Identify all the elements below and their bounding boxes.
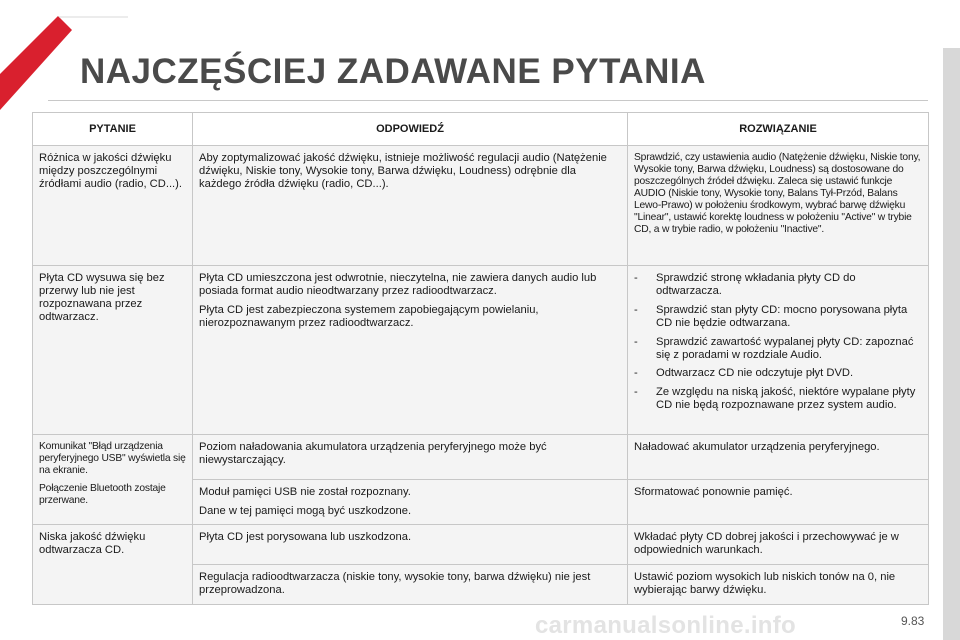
answer-cell: Poziom naładowania akumulatora urządzenia peryferyjnego może być niewystarczający. [193,435,628,480]
question-paragraph: Połączenie Bluetooth zostaje przerwane. [39,483,166,506]
column-header-question: PYTANIE [33,113,193,146]
list-item [634,304,922,330]
dash-bullet: - [634,303,638,316]
step-text: Odtwarzacz CD nie odczytuje płyt DVD. [656,367,854,380]
answer-cell [193,266,628,435]
step-text: Sprawdzić stronę wkładania płyty CD do odtwarzacza. [656,272,856,297]
side-bar [943,48,960,640]
step-text: Sprawdzić zawartość wypalanej płyty CD: zapoznać się z poradami w rozdziale Audio. [656,335,914,361]
solution-cell: Sformatować ponownie pamięć. [628,480,929,525]
answer-cell: Aby zoptymalizować jakość dźwięku, istnieje możliwość regulacji audio (Natężenie dźwięku, Niskie tony, Wysokie tony, Barwa dźwięku, Loudness) odrębnie dla każdego źródła dźwięku (radio, CD...). [193,146,628,266]
dash-bullet: - [634,335,638,348]
answer-cell: Płyta CD jest porysowana lub uszkodzona. [193,525,628,565]
step-text: Ze względu na niską jakość, niektóre wypalane płyty CD nie będą rozpoznawane przez system audio. [656,386,916,412]
column-header-answer: ODPOWIEDŹ [193,113,628,146]
solution-cell: Ustawić poziom wysokich lub niskich tonów na 0, nie wybierając barwy dźwięku. [628,565,929,605]
question-cell: Płyta CD wysuwa się bez przerwy lub nie jest rozpoznawana przez odtwarzacz. [33,266,193,435]
answer-cell [193,480,628,525]
page-number: 9.83 [901,614,925,628]
solution-cell: Naładować akumulator urządzenia peryferyjnego. [628,435,929,480]
list-item [634,386,922,412]
list-item [634,367,922,380]
column-header-solution: ROZWIĄZANIE [628,113,929,146]
answer-cell: Regulacja radioodtwarzacza (niskie tony, wysokie tony, barwa dźwięku) nie jest przeprowadzona. [193,565,628,605]
question-cell: Różnica w jakości dźwięku między poszczególnymi źródłami audio (radio, CD...). [33,146,193,266]
table-row [33,435,929,480]
solution-steps-list [634,272,922,412]
answer-paragraph: Płyta CD umieszczona jest odwrotnie, nieczytelna, nie zawiera danych audio lub posiada format audio nieodtwarzany przez radioodtwarzacz. [199,272,597,297]
table-row [33,146,929,266]
title-divider [48,100,928,101]
faq-table [32,112,929,605]
step-text: Sprawdzić stan płyty CD: mocno porysowana płyta CD nie będzie odtwarzana. [656,303,908,329]
watermark: carmanualsonline.info [535,612,797,639]
page-title: NAJCZĘŚCIEJ ZADAWANE PYTANIA [80,52,706,91]
table-header-row [33,113,929,146]
solution-cell: Sprawdzić, czy ustawienia audio (Natężenie dźwięku, Niskie tony, Wysokie tony, Barwa dźwięku, Loudness) są dostosowane do poszczególnych źródeł dźwięku. Zaleca się ustawić funkcje AUDIO (Niskie tony, Wysokie tony, Balans Tył-Przód, Balans Lewo-Prawo) w położeniu środkowym, wybrać barwę dźwięku "Linear", ustawić korektę loudness w położeniu "Active" w trybie CD, a w trybie radio, w położeniu "Inactive". [628,146,929,266]
list-item [634,272,922,298]
table-row [33,266,929,435]
dash-bullet: - [634,367,638,380]
dash-bullet: - [634,386,638,399]
question-cell [33,435,193,525]
answer-paragraph: Płyta CD jest zabezpieczona systemem zapobiegającym powielaniu, nierozpoznawanym przez radioodtwarzacz. [199,303,539,329]
answer-paragraph: Moduł pamięci USB nie został rozpoznany. [199,486,411,498]
table-row [33,525,929,565]
solution-cell: Wkładać płyty CD dobrej jakości i przechowywać je w odpowiednich warunkach. [628,525,929,565]
list-item [634,336,922,362]
question-cell: Niska jakość dźwięku odtwarzacza CD. [33,525,193,605]
question-paragraph: Komunikat "Błąd urządzenia peryferyjnego USB" wyświetla się na ekranie. [39,441,186,476]
solution-cell [628,266,929,435]
answer-paragraph: Dane w tej pamięci mogą być uszkodzone. [199,504,412,517]
dash-bullet: - [634,272,638,284]
